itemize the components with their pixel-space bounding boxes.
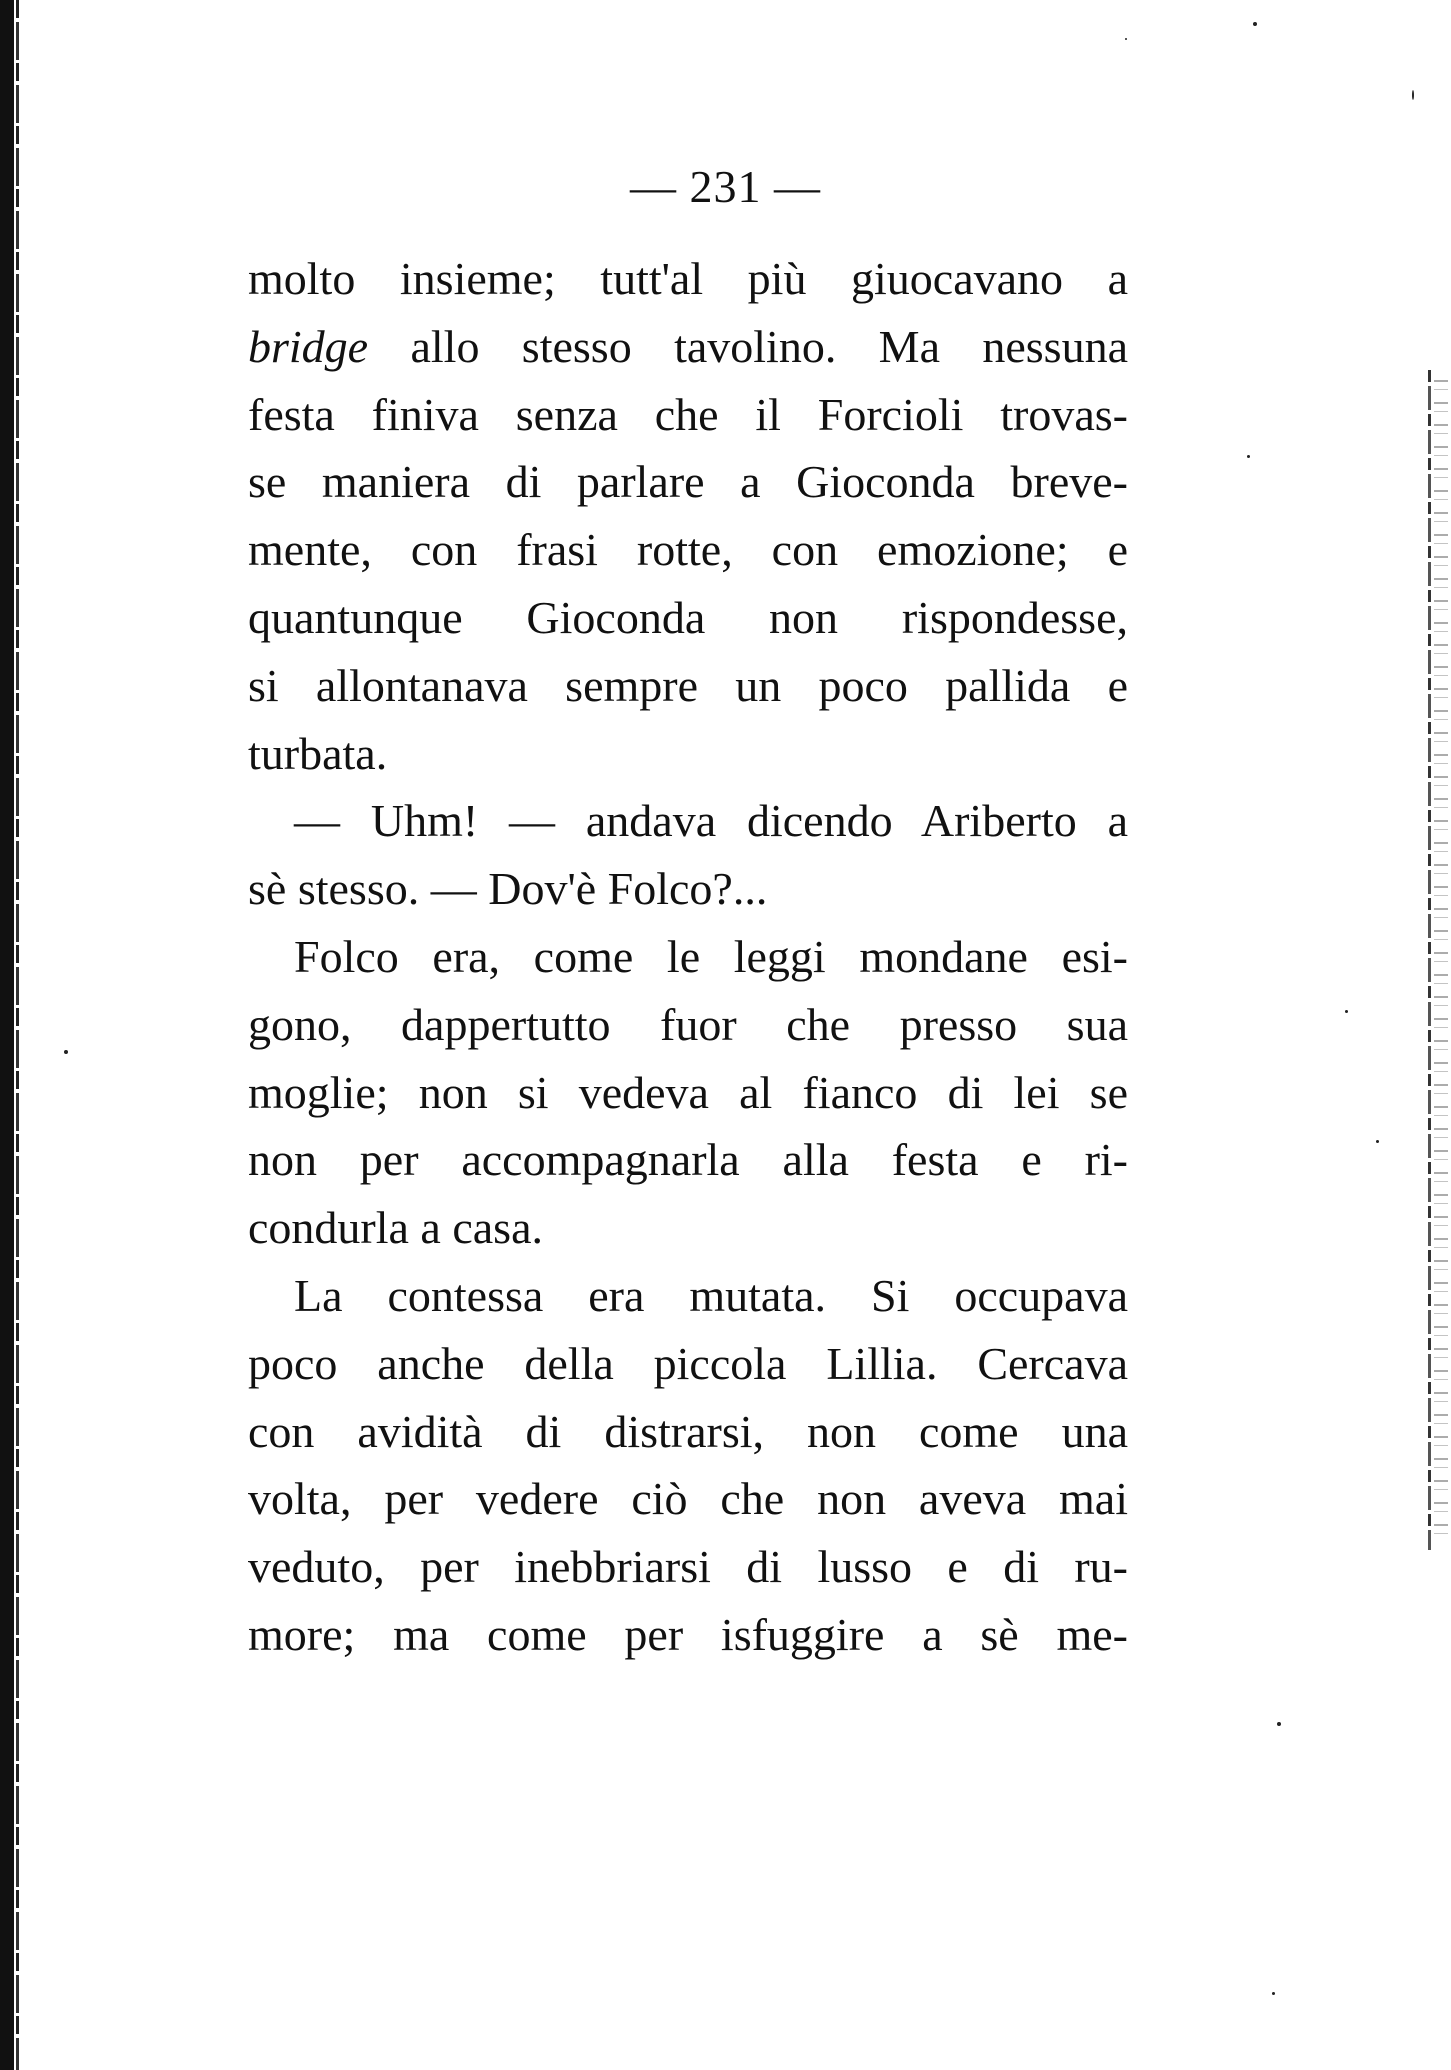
body-text <box>248 245 1128 1669</box>
text-line: si allontanava sempre un poco pallida e <box>248 659 1128 711</box>
text-line: festa finiva senza che il Forcioli trovas- <box>248 388 1128 440</box>
text-line: moglie; non si vedeva al fianco di lei se <box>248 1066 1128 1118</box>
binding-edge-left <box>0 0 14 2070</box>
text-line: con avidità di distrarsi, non come una <box>248 1405 1128 1457</box>
text-line <box>248 313 1128 381</box>
paragraph-3 <box>248 923 1128 1262</box>
scan-speck <box>1345 1010 1348 1013</box>
text-line: quantunque Gioconda non rispondesse, <box>248 591 1128 643</box>
binding-edge-left-detail <box>16 0 19 2070</box>
scan-speck <box>1247 455 1250 458</box>
text-line: more; ma come per isfuggire a sè me- <box>248 1608 1128 1660</box>
page-edge-right <box>1428 370 1431 1550</box>
text-line: turbata. <box>248 727 388 779</box>
scan-speck <box>1376 1140 1379 1143</box>
text-line: veduto, per inebbriarsi di lusso e di ru- <box>248 1541 1128 1593</box>
text-line: non per accompagnarla alla festa e ri- <box>248 1134 1128 1186</box>
text-line: molto insieme; tutt'al più giuocavano a <box>248 253 1128 304</box>
text-line: La contessa era mutata. Si occupava <box>294 1269 1128 1321</box>
text-line: Folco era, come le leggi mondane esi- <box>294 930 1128 982</box>
text-line: volta, per vedere ciò che non aveva mai <box>248 1473 1128 1525</box>
scan-speck <box>1277 1722 1281 1726</box>
text-line: condurla a casa. <box>248 1202 544 1254</box>
text-line-rest: allo stesso tavolino. Ma nessuna <box>368 320 1128 372</box>
text-line: mente, con frasi rotte, con emozione; e <box>248 524 1128 576</box>
scan-speck <box>1253 22 1257 26</box>
scan-speck <box>1272 1992 1275 1995</box>
paragraph-1 <box>248 245 1128 787</box>
scan-speck <box>1412 90 1414 100</box>
paragraph-4 <box>248 1262 1128 1669</box>
text-line: sè stesso. — Dov'è Folco?... <box>248 863 768 915</box>
scan-speck <box>64 1050 68 1054</box>
bleed-through-strip <box>1434 380 1448 1540</box>
text-line: gono, dappertutto fuor che presso sua <box>248 998 1128 1050</box>
text-line: poco anche della piccola Lillia. Cercava <box>248 1337 1128 1389</box>
scan-speck <box>1125 38 1127 40</box>
paragraph-2 <box>248 787 1128 923</box>
text-line: se maniera di parlare a Gioconda breve- <box>248 456 1128 508</box>
page-number: — 231 — <box>630 161 821 212</box>
text-line: — Uhm! — andava dicendo Ariberto a <box>294 795 1128 847</box>
italic-word: bridge <box>248 320 369 372</box>
